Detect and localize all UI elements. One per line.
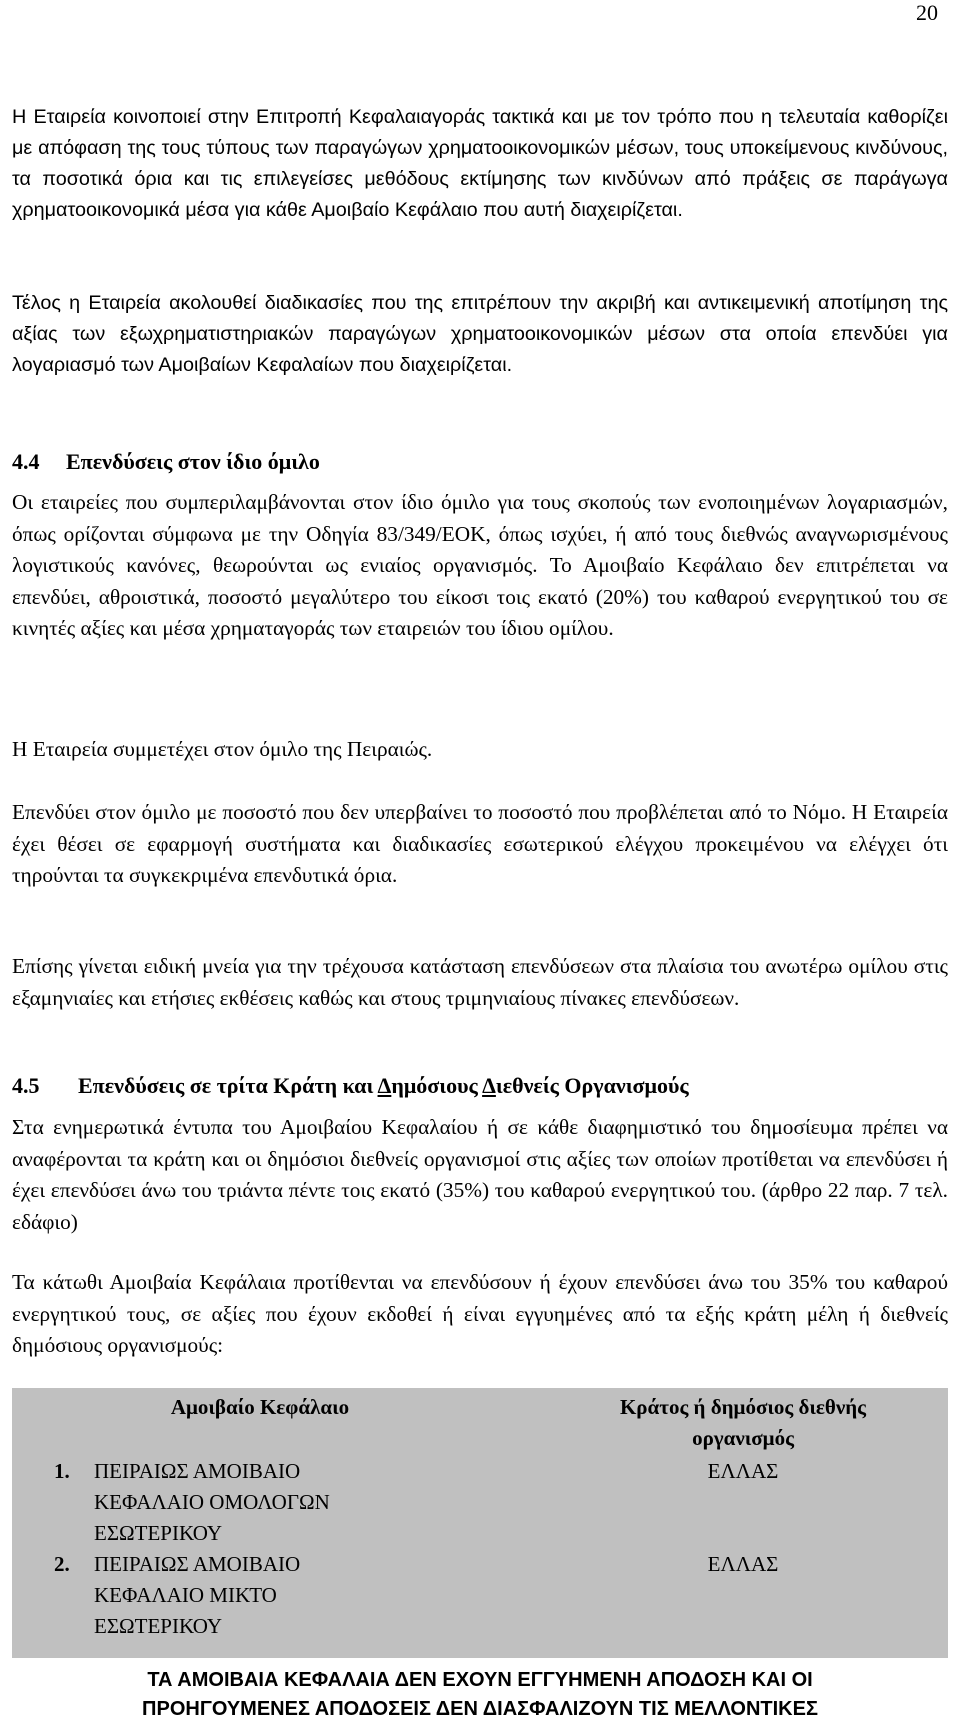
- section-title-part: ημόσιους: [391, 1073, 483, 1098]
- paragraph-prospectus-states: Στα ενημερωτικά έντυπα του Αμοιβαίου Κεφαλαίου ή σε κάθε διαφημιστικό του δημοσίευμα πρέπει να αναφέρονται τα κράτη και οι δημόσιοι διεθνείς οργανισμοί στις αξίες των οποίων προτίθεται να επενδύσει ή έχει επενδύσει άνω του τριάντα πέντε τοις εκατό (35%) του καθαρού ενεργητικού του. (άρθρο 22 παρ. 7 τελ. εδάφιο): [12, 1115, 948, 1234]
- table-row-fund: [94, 1549, 434, 1642]
- section-heading-4-5: [12, 1073, 689, 1099]
- section-title-underlined-letter: Δ: [482, 1073, 496, 1098]
- paragraph-group-limits: Επενδύει στον όμιλο με ποσοστό που δεν υπερβαίνει το ποσοστό που προβλέπεται από το Νόμο. Η Εταιρεία έχει θέσει σε εφαρμογή συστήματα και διαδικασίες εσωτερικού ελέγχου προκειμένου να ελέγχει ότι τηρούνται τα συγκεκριμένα επενδυτικά όρια.: [12, 800, 948, 887]
- fund-name-line: ΚΕΦΑΛΑΙΟ ΟΜΟΛΟΓΩΝ: [94, 1490, 330, 1514]
- table-header-state: [548, 1392, 938, 1454]
- table-row-state: ΕΛΛΑΣ: [707, 1459, 779, 1483]
- section-title-part: ιεθνείς Οργανισμούς: [495, 1073, 689, 1098]
- fund-name-line: ΠΕΙΡΑΙΩΣ ΑΜΟΙΒΑΙΟ: [94, 1459, 301, 1483]
- section-number: 4.5: [12, 1073, 40, 1098]
- disclaimer-line-2: ΠΡΟΗΓΟΥΜΕΝΕΣ ΑΠΟΔΟΣΕΙΣ ΔΕΝ ΔΙΑΣΦΑΛΙΖΟΥΝ ΤΙΣ ΜΕΛΛΟΝΤΙΚΕΣ: [142, 1698, 818, 1720]
- fund-name-line: ΕΣΩΤΕΡΙΚΟΥ: [94, 1614, 222, 1638]
- section-title: Επενδύσεις στον ίδιο όμιλο: [66, 449, 320, 474]
- table-header-state-line2: οργανισμός: [692, 1426, 794, 1450]
- section-number: 4.4: [12, 449, 40, 474]
- fund-name-line: ΚΕΦΑΛΑΙΟ ΜΙΚΤΟ: [94, 1583, 277, 1607]
- paragraph-reporting-derivatives: Η Εταιρεία κοινοποιεί στην Επιτροπή Κεφαλαιαγοράς τακτικά και με τον τρόπο που η τελευταία καθορίζει με απόφαση της τους τύπους των παραγώγων χρηματοοικονομικών μέσων, τους υποκείμενους κινδύνους, τα ποσοτικά όρια και τις επιλεγείσες μεθόδους εκτίμησης των κινδύνων από πράξεις σε παράγωγα χρηματοοικονομικά μέσα για κάθε Αμοιβαίο Κεφάλαιο που αυτή διαχειρίζεται.: [12, 106, 948, 221]
- disclaimer-line-1: ΤΑ ΑΜΟΙΒΑΙΑ ΚΕΦΑΛΑΙΑ ΔΕΝ ΕΧΟΥΝ ΕΓΓΥΗΜΕΝΗ ΑΠΟΔΟΣΗ ΚΑΙ ΟΙ: [147, 1669, 813, 1691]
- table-row-number: 2.: [54, 1552, 70, 1576]
- section-title-part: Επενδύσεις σε τρίτα Κράτη και: [78, 1073, 378, 1098]
- table-header-fund: Αμοιβαίο Κεφάλαιο: [170, 1395, 350, 1419]
- fund-name-line: ΕΣΩΤΕΡΙΚΟΥ: [94, 1521, 222, 1545]
- section-title-underlined-letter: Δ: [377, 1073, 392, 1098]
- paragraph-group-membership: Η Εταιρεία συμμετέχει στον όμιλο της Πειραιώς.: [12, 737, 433, 761]
- paragraph-valuation-otc: Τέλος η Εταιρεία ακολουθεί διαδικασίες που της επιτρέπουν την ακριβή και αντικειμενική αποτίμηση της αξίας των εξωχρηματιστηριακών παραγώγων χρηματοοικονομικών μέσων στα οποία επενδύει για λογαριασμό των Αμοιβαίων Κεφαλαίων που διαχειρίζεται.: [12, 292, 948, 376]
- paragraph-group-investments: Οι εταιρείες που συμπεριλαμβάνονται στον ίδιο όμιλο για τους σκοπούς των ενοποιημένων λογαριασμών, όπως ορίζονται σύμφωνα με την Οδηγία 83/349/ΕΟΚ, όπως ισχύει, ή από τους διεθνώς αναγνωρισμένους λογιστικούς κανόνες, θεωρούνται ως ενιαίος οργανισμός. Το Αμοιβαίο Κεφάλαιο δεν επιτρέπεται να επενδύει, αθροιστικά, ποσοστό μεγαλύτερο του είκοσι τοις εκατό (20%) του καθαρού ενεργητικού του σε κινητές αξίες και μέσα χρηματαγοράς των εταιρειών του ίδιου ομίλου.: [12, 490, 948, 640]
- table-row-state: ΕΛΛΑΣ: [707, 1552, 779, 1576]
- fund-name-line: ΠΕΙΡΑΙΩΣ ΑΜΟΙΒΑΙΟ: [94, 1552, 301, 1576]
- paragraph-funds-above-35: Τα κάτωθι Αμοιβαία Κεφάλαια προτίθενται να επενδύσουν ή έχουν επενδύσει άνω του 35% του καθαρού ενεργητικού τους, σε αξίες που έχουν εκδοθεί ή είναι εγγυημένες από τα εξής κράτη μέλη ή διεθνείς δημόσιους οργανισμούς:: [12, 1270, 948, 1357]
- section-heading-4-4: [12, 449, 320, 475]
- paragraph-reports-mention: Επίσης γίνεται ειδική μνεία για την τρέχουσα κατάσταση επενδύσεων στα πλαίσια του ανωτέρω ομίλου στις εξαμηνιαίες και ετήσιες εκθέσεις καθώς και στους τριμηνιαίους πίνακες επενδύσεων.: [12, 954, 948, 1010]
- table-header-state-line1: Κράτος ή δημόσιος διεθνής: [619, 1395, 867, 1419]
- table-row-number: 1.: [54, 1459, 70, 1483]
- page-number: 20: [916, 0, 938, 25]
- table-row-fund: [94, 1456, 434, 1549]
